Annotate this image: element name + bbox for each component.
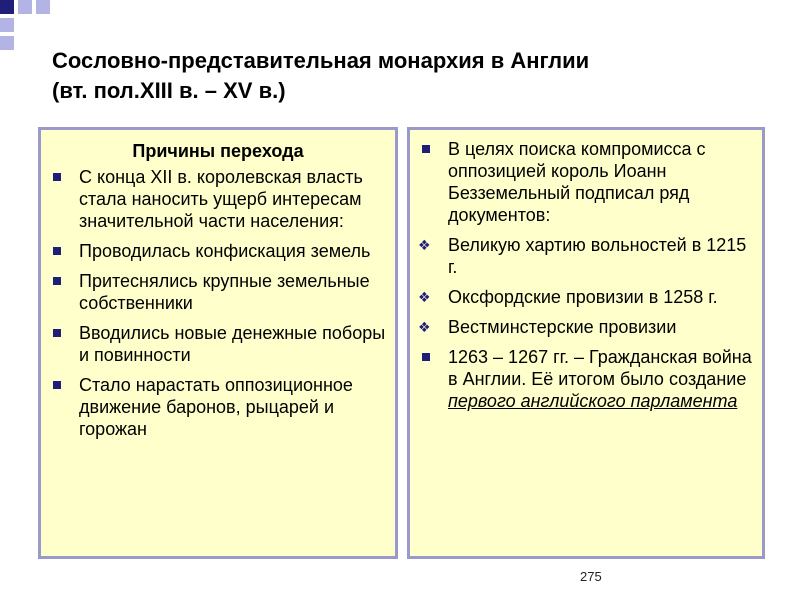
list-item: Вводились новые денежные поборы и повинности (41, 322, 395, 366)
square-bullet-icon (422, 145, 430, 153)
list-item: Притеснялись крупные земельные собственники (41, 270, 395, 314)
list-item: 1263 – 1267 гг. – Гражданская война в Англии. Её итогом было создание первого английского парламента (410, 346, 762, 412)
reasons-heading: Причины перехода (132, 141, 304, 161)
square-bullet-icon (53, 381, 61, 389)
compromise-panel (407, 127, 765, 559)
title-line-1: Сословно-представительная монархия в Англии (52, 48, 590, 73)
list-item: Проводилась конфискация земель (41, 240, 395, 262)
list-item: ❖ Вестминстерские провизии (418, 317, 677, 337)
deco-square-light (0, 36, 14, 50)
square-bullet-icon (53, 247, 61, 255)
list-item: Стало нарастать оппозиционное движение баронов, рыцарей и горожан (41, 374, 395, 440)
square-bullet-icon (422, 353, 430, 361)
list-item: ❖ Великую хартию вольностей в 1215 г. (418, 235, 747, 277)
deco-square-light (0, 18, 14, 32)
title-line-2: (вт. пол.XIII в. – XV в.) (52, 78, 286, 103)
diamond-bullet-icon: ❖ (418, 319, 431, 335)
deco-square-light (18, 0, 32, 14)
diamond-bullet-icon: ❖ (418, 237, 431, 253)
page-number: 275 (580, 569, 602, 584)
deco-square-light (36, 0, 50, 14)
square-bullet-icon (53, 277, 61, 285)
compromise-list (410, 138, 762, 412)
diamond-bullet-icon: ❖ (418, 289, 431, 305)
list-item: С конца XII в. королевская власть стала наносить ущерб интересам значительной части населения: (41, 166, 395, 232)
list-item: ❖ Оксфордские провизии в 1258 г. (418, 287, 718, 307)
reasons-panel (38, 127, 398, 559)
deco-square-navy (0, 0, 14, 14)
square-bullet-icon (53, 173, 61, 181)
reasons-list (41, 166, 395, 440)
slide-title (52, 46, 772, 106)
parliament-link[interactable]: первого английского парламента (448, 391, 738, 411)
list-item: В целях поиска компромисса с оппозицией король Иоанн Безземельный подписал ряд документов: (410, 138, 762, 226)
square-bullet-icon (53, 329, 61, 337)
